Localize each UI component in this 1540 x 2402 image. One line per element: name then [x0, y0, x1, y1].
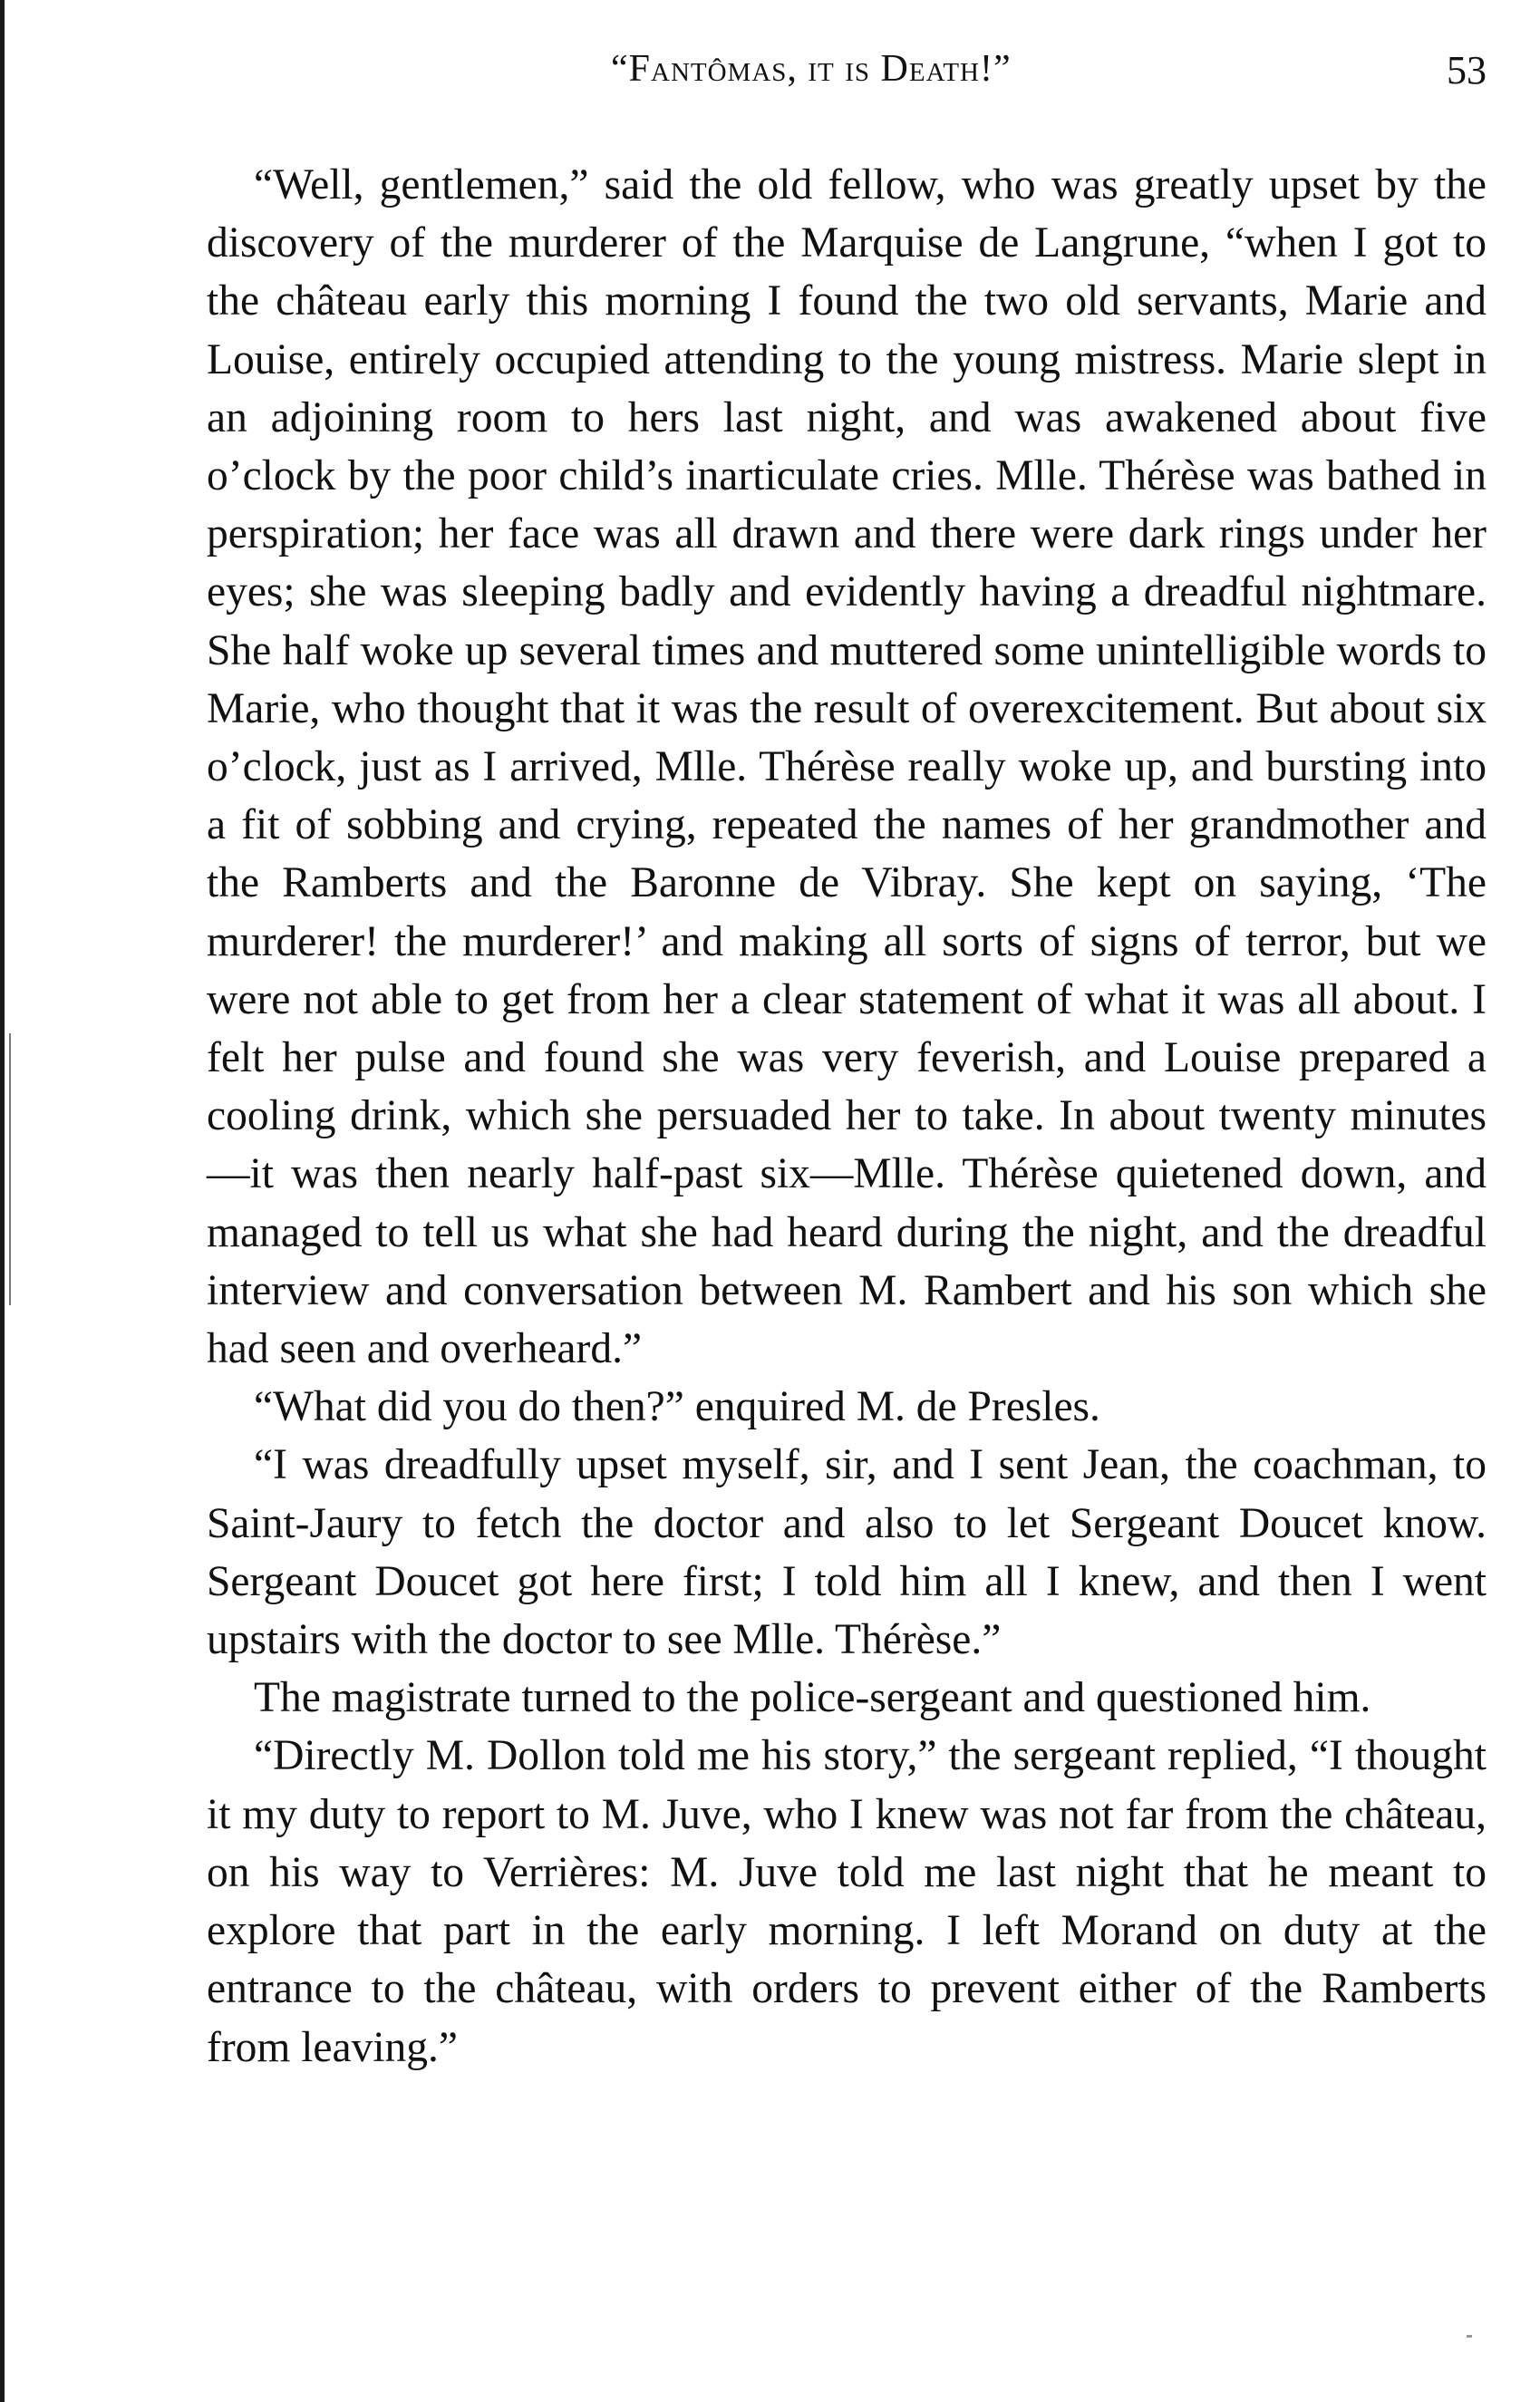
scan-speck	[1467, 2335, 1472, 2338]
paragraph-dollon-reply: “I was dreadfully upset myself, sir, and I sent Jean, the coachman, to Saint-Jaury to fetch the doctor and also to let Sergeant Doucet know. Sergeant Doucet got here first; I told him all I knew, and then I went upstairs with the doctor to see Mlle. Thérèse.”	[207, 1441, 1487, 1664]
paragraph-dollon-account: “Well, gentlemen,” said the old fellow, who was greatly upset by the discovery of the murderer of the Marquise de Langrune, “when I got to the château early this morning I found the two old servants, Marie and Louise, entirely occupied attending to the young mistress. Marie slept in an adjoining room to hers last night, and was awakened about five o’clock by the poor child’s inarticulate cries. Mlle. Thérèse was bathed in perspiration; her face was all drawn and there were dark rings under her eyes; she was sleeping badly and evidently having a dreadful nightmare. She half woke up several times and muttered some unintelligible words to Marie, who thought that it was the result of overexcitement. But about six o’clock, just as I arrived, Mlle. Thérèse really woke up, and bursting into a fit of sobbing and crying, repeated the names of her grandmother and the Ramberts and the Baronne de Vibray. She kept on saying, ‘The murderer! the murderer!’ and making all sorts of signs of terror, but we were not able to get from her a clear statement of what it was all about. I felt her pulse and found she was very feverish, and Louise prepared a cooling drink, which she persuaded her to take. In about twenty minutes—it was then nearly half-past six—Mlle. Thérèse quietened down, and managed to tell us what she had heard during the night, and the dreadful interview and conversation between M. Rambert and his son which she had seen and overheard.”	[207, 161, 1487, 1373]
page-number: 53	[1447, 48, 1487, 92]
paragraph-sergeant-reply: “Directly M. Dollon told me his story,” the sergeant replied, “I thought it my duty to report to M. Juve, who I knew was not far from the château, on his way to Verrières: M. Juve told me last night that he meant to explore that part in the early morning. I left Morand on duty at the entrance to the château, with orders to prevent either of the Ramberts from leaving.”	[207, 1732, 1487, 2071]
running-title: “Fantômas, it is Death!”	[611, 48, 1012, 90]
paragraph-presles-question: “What did you do then?” enquired M. de Presles.	[254, 1383, 1100, 1431]
margin-scan-mark	[9, 1033, 11, 1305]
body-text	[207, 156, 1487, 2077]
running-head	[207, 47, 1487, 102]
page-edge-shadow	[0, 0, 5, 2402]
paragraph-magistrate: The magistrate turned to the police-sergeant and questioned him.	[254, 1674, 1371, 1722]
